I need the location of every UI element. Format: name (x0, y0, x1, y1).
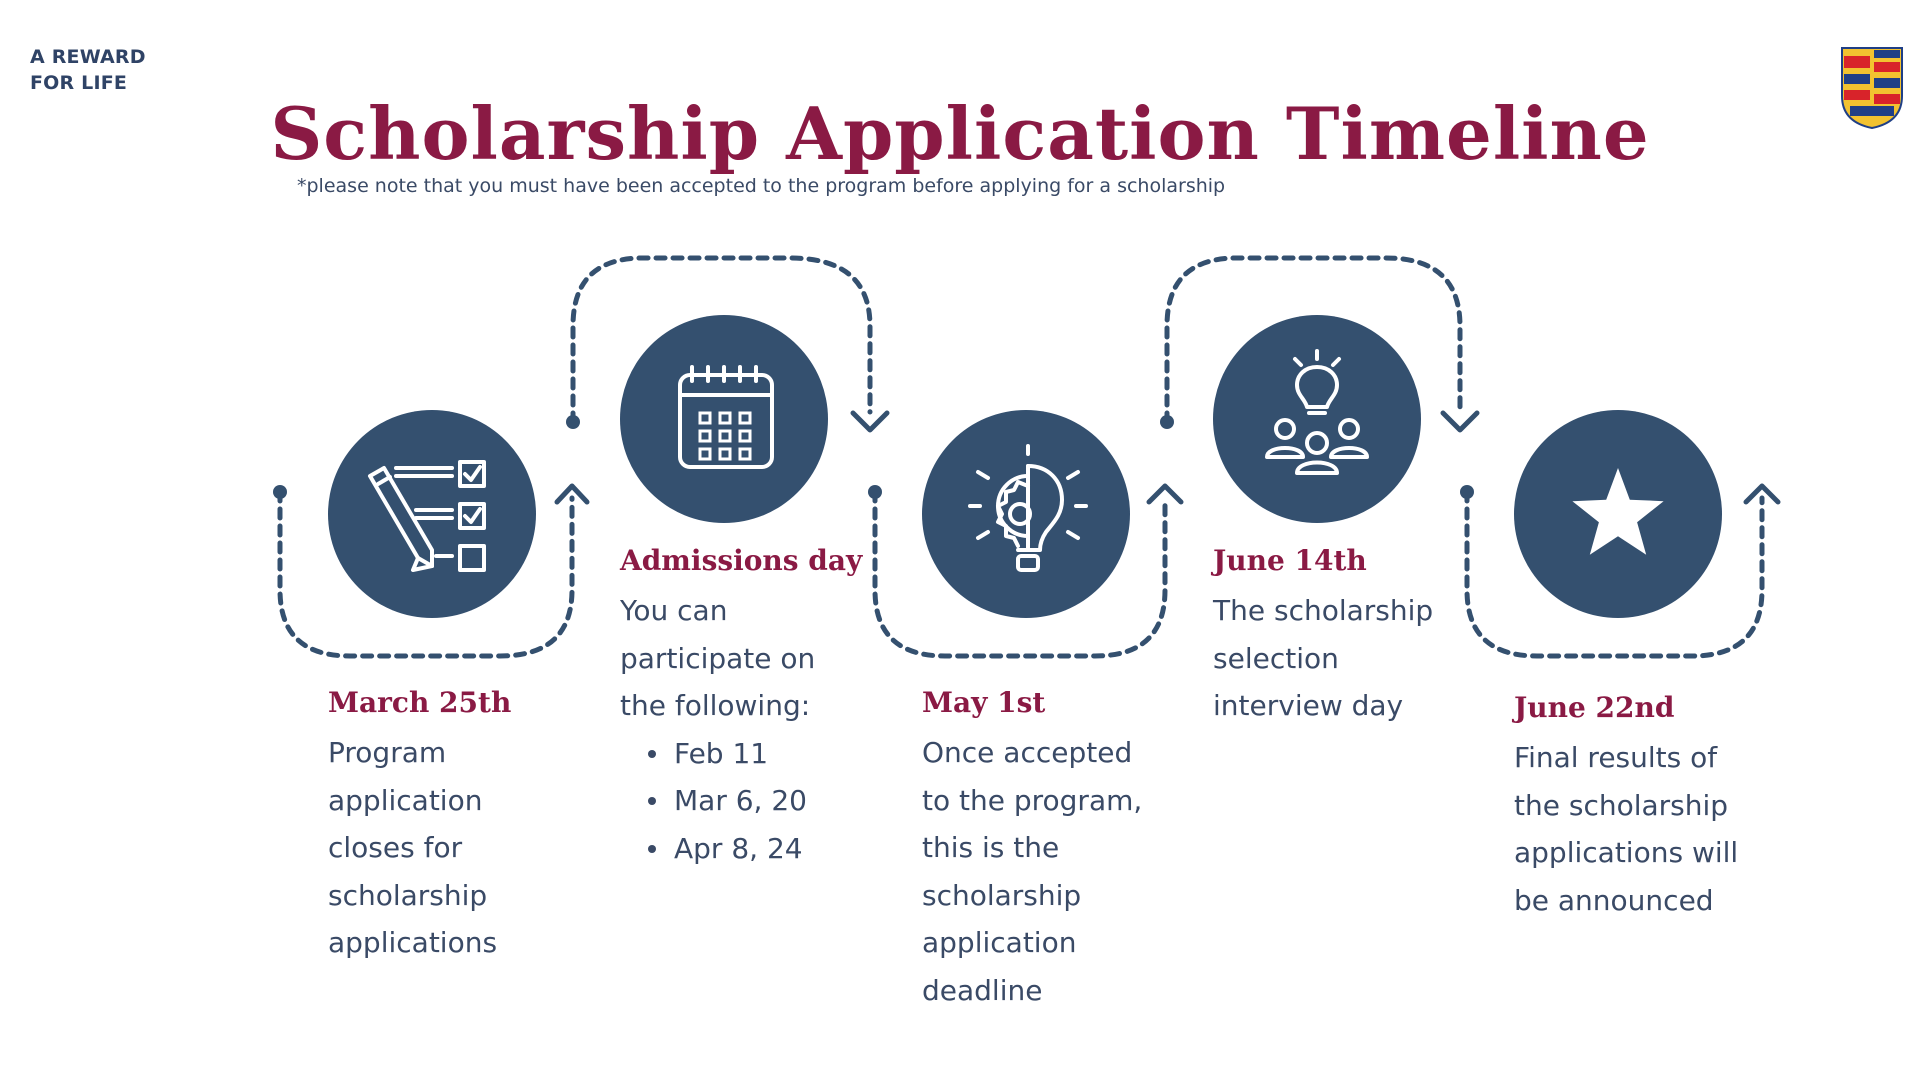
subtitle-note: *please note that you must have been accepted to the program before applying for a scholarship (297, 175, 1226, 197)
step-2-date: Admissions day (620, 544, 863, 577)
brand-line-2: FOR LIFE (30, 72, 128, 94)
page-title: Scholarship Application Timeline (270, 91, 1650, 176)
admission-date-item: Mar 6, 20 (674, 777, 850, 825)
checklist-icon (328, 410, 536, 618)
admission-date-item: Feb 11 (674, 730, 850, 778)
lightbulb-gear-icon (922, 410, 1130, 618)
step-4-circle (1213, 315, 1421, 523)
step-5 (1514, 690, 1744, 924)
admission-dates-list (620, 730, 850, 873)
brand-line-1: A REWARD (30, 46, 146, 68)
step-4-date: June 14th (1213, 544, 1367, 577)
step-5-circle (1514, 410, 1722, 618)
step-1-circle (328, 410, 536, 618)
star-icon (1514, 410, 1722, 618)
step-5-description: Final results of the scholarship applications will be announced (1514, 741, 1739, 917)
step-4-description: The scholarship selection interview day (1213, 594, 1434, 722)
step-3-description: Once accepted to the program, this is the scholarship application deadline (922, 736, 1143, 1007)
step-2-circle (620, 315, 828, 523)
step-2 (620, 543, 863, 872)
step-1-description: Program application closes for scholarship applications (328, 736, 498, 959)
step-1-date: March 25th (328, 686, 512, 719)
calendar-icon (620, 315, 828, 523)
step-3-date: May 1st (922, 686, 1046, 719)
step-1 (328, 685, 558, 967)
step-5-date: June 22nd (1514, 691, 1675, 724)
step-2-description: You can participate on the following: (620, 594, 816, 722)
step-3 (922, 685, 1152, 1014)
step-4 (1213, 543, 1443, 730)
team-idea-icon (1213, 315, 1421, 523)
admission-date-item: Apr 8, 24 (674, 825, 850, 873)
step-3-circle (922, 410, 1130, 618)
